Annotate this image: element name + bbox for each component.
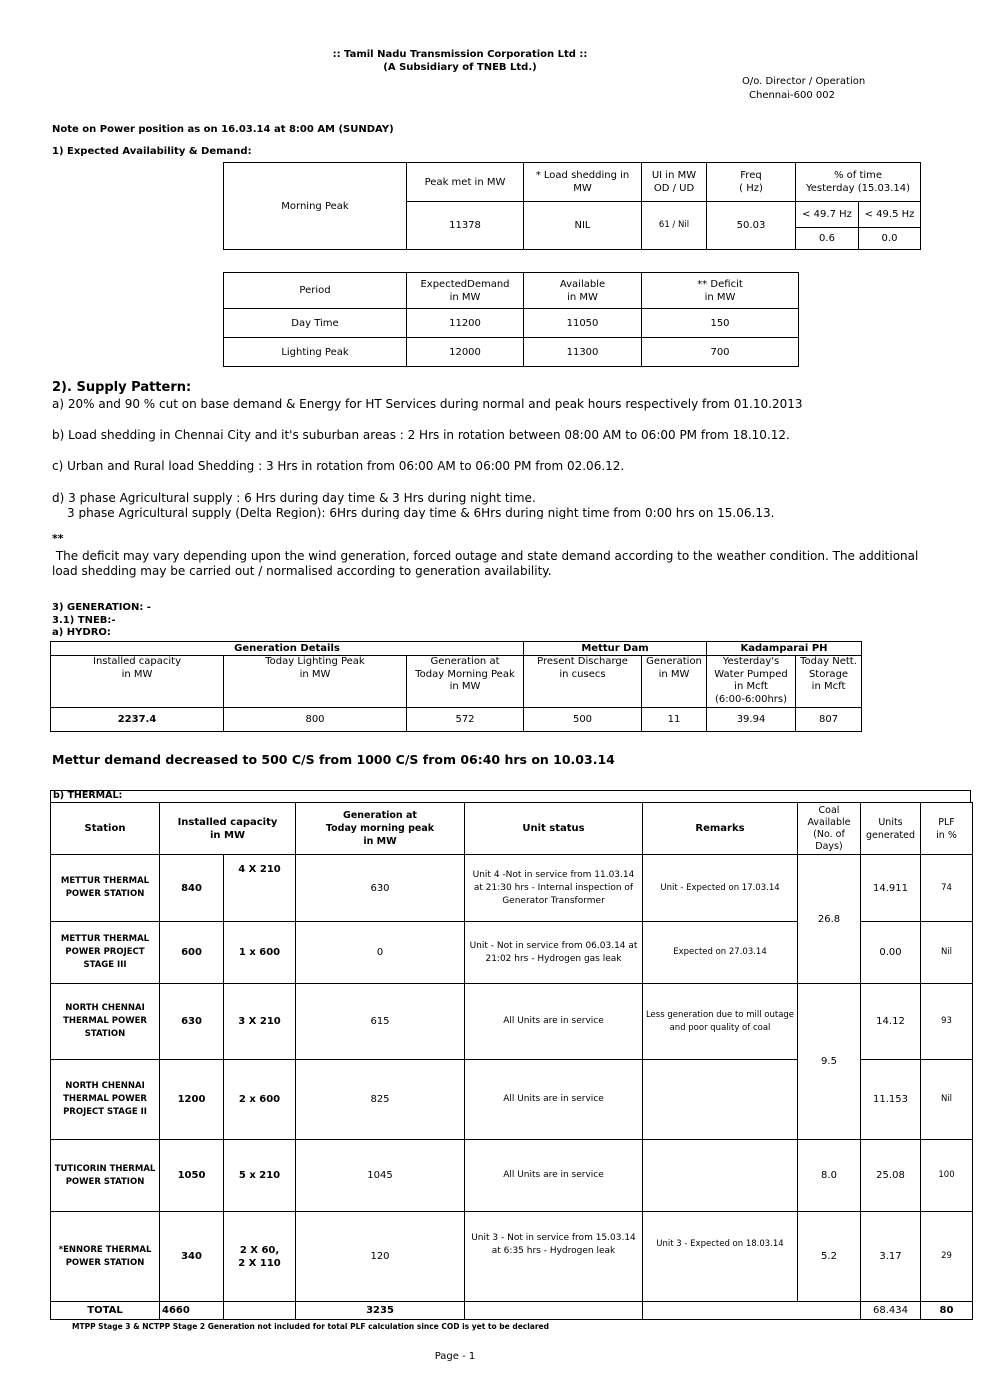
remarks-cell: Unit - Expected on 17.03.14 bbox=[643, 855, 798, 922]
section1-title: 1) Expected Availability & Demand: bbox=[52, 146, 252, 157]
remarks-header: Remarks bbox=[643, 803, 798, 855]
total-row bbox=[51, 1302, 973, 1320]
office-line1: O/o. Director / Operation bbox=[742, 76, 866, 87]
remarks-cell: Less generation due to mill outage and poor quality of coal bbox=[643, 984, 798, 1060]
deficit-note-1: The deficit may vary depending upon the wind generation, forced outage and state demand according to the weather condition. The additional bbox=[52, 549, 919, 563]
available-cell: 11300 bbox=[524, 338, 642, 367]
capacity-cell: 630 bbox=[160, 984, 224, 1060]
generation-cell: 1045 bbox=[296, 1140, 465, 1212]
supply-title: 2). Supply Pattern: bbox=[52, 380, 192, 395]
unit-config-cell: 3 X 210 bbox=[224, 984, 296, 1060]
generation-cell: 630 bbox=[296, 855, 465, 922]
org-subsidiary: (A Subsidiary of TNEB Ltd.) bbox=[383, 62, 537, 73]
generation-header: Generation in MW bbox=[642, 656, 707, 708]
peak-met-header: Peak met in MW bbox=[407, 163, 524, 202]
load-shedding-header: * Load shedding in MW bbox=[524, 163, 642, 202]
table-row bbox=[51, 855, 973, 922]
coal-header: Coal Available (No. of Days) bbox=[798, 803, 861, 855]
capacity-cell: 1050 bbox=[160, 1140, 224, 1212]
status-cell: Unit 3 - Not in service from 15.03.14 at 6:35 hrs - Hydrogen leak bbox=[465, 1212, 643, 1302]
supply-c: c) Urban and Rural load Shedding : 3 Hrs in rotation from 06:00 AM to 06:00 PM from 02.06.12. bbox=[52, 459, 625, 473]
hydro-title: a) HYDRO: bbox=[52, 627, 111, 638]
coal-cell: 5.2 bbox=[798, 1212, 861, 1302]
expected-cell: 12000 bbox=[407, 338, 524, 367]
status-cell: Unit 4 -Not in service from 11.03.14 at 21:30 hrs - Internal inspection of Generator Transformer bbox=[465, 855, 643, 922]
installed-header: Installed capacity in MW bbox=[51, 656, 224, 708]
lighting-peak-value: 800 bbox=[224, 708, 407, 732]
installed-value: 2237.4 bbox=[51, 708, 224, 732]
unit-config-cell: 1 x 600 bbox=[224, 922, 296, 984]
gen-morning-peak-header: Generation at Today morning peak in MW bbox=[296, 803, 465, 855]
lt497-value: 0.6 bbox=[796, 228, 859, 250]
period-cell: Lighting Peak bbox=[224, 338, 407, 367]
remarks-cell: Unit 3 - Expected on 18.03.14 bbox=[643, 1212, 798, 1302]
total-empty bbox=[643, 1302, 861, 1320]
water-pumped-value: 39.94 bbox=[707, 708, 796, 732]
lt495-header: < 49.5 Hz bbox=[859, 202, 921, 228]
generation-cell: 120 bbox=[296, 1212, 465, 1302]
generation-cell: 0 bbox=[296, 922, 465, 984]
lt495-value: 0.0 bbox=[859, 228, 921, 250]
plf-cell: 100 bbox=[921, 1140, 973, 1212]
tneb-title: 3.1) TNEB:- bbox=[52, 614, 116, 626]
installed-cap-header: Installed capacity in MW bbox=[160, 803, 296, 855]
morning-peak-label: Morning Peak bbox=[224, 163, 407, 250]
station-cell: NORTH CHENNAI THERMAL POWER PROJECT STAGE II bbox=[51, 1060, 160, 1140]
ui-value: 61 / Nil bbox=[642, 202, 707, 250]
lighting-peak-header: Today Lighting Peak in MW bbox=[224, 656, 407, 708]
freq-value: 50.03 bbox=[707, 202, 796, 250]
remarks-cell bbox=[643, 1140, 798, 1212]
coal-cell: 8.0 bbox=[798, 1140, 861, 1212]
water-pumped-header: Yesterday's Water Pumped in Mcft (6:00-6:00hrs) bbox=[707, 656, 796, 708]
table-row bbox=[51, 1140, 973, 1212]
demand-table bbox=[223, 272, 799, 367]
deficit-header: ** Deficit in MW bbox=[642, 273, 799, 309]
station-cell: TUTICORIN THERMAL POWER STATION bbox=[51, 1140, 160, 1212]
peak-table bbox=[223, 162, 921, 250]
kadamparai-header: Kadamparai PH bbox=[707, 642, 862, 656]
office-address bbox=[742, 75, 865, 103]
unit-config-cell: 5 x 210 bbox=[224, 1140, 296, 1212]
units-gen-cell: 14.12 bbox=[861, 984, 921, 1060]
generation-cell: 615 bbox=[296, 984, 465, 1060]
coal-cell: 26.8 bbox=[798, 855, 861, 984]
unit-config-cell: 2 x 600 bbox=[224, 1060, 296, 1140]
unit-config-cell: 4 X 210 bbox=[224, 855, 296, 922]
supply-a: a) 20% and 90 % cut on base demand & Energy for HT Services during normal and peak hours respectively from 01.10.2013 bbox=[52, 397, 803, 411]
table-row bbox=[51, 984, 973, 1060]
supply-d1: d) 3 phase Agricultural supply : 6 Hrs during day time & 3 Hrs during night time. bbox=[52, 491, 536, 505]
storage-value: 807 bbox=[796, 708, 862, 732]
discharge-value: 500 bbox=[524, 708, 642, 732]
total-plf: 80 bbox=[921, 1302, 973, 1320]
station-header: Station bbox=[51, 803, 160, 855]
station-cell: METTUR THERMAL POWER PROJECT STAGE III bbox=[51, 922, 160, 984]
note-title: Note on Power position as on 16.03.14 at 8:00 AM (SUNDAY) bbox=[52, 124, 394, 135]
remarks-cell: Expected on 27.03.14 bbox=[643, 922, 798, 984]
units-gen-cell: 11.153 bbox=[861, 1060, 921, 1140]
period-header: Period bbox=[224, 273, 407, 309]
units-gen-cell: 25.08 bbox=[861, 1140, 921, 1212]
load-shedding-value: NIL bbox=[524, 202, 642, 250]
generation-title: 3) GENERATION: - bbox=[52, 602, 151, 613]
lt497-header: < 49.7 Hz bbox=[796, 202, 859, 228]
station-cell: METTUR THERMAL POWER STATION bbox=[51, 855, 160, 922]
coal-cell: 9.5 bbox=[798, 984, 861, 1140]
thermal-title: b) THERMAL: bbox=[53, 790, 123, 801]
units-gen-cell: 14.911 bbox=[861, 855, 921, 922]
hydro-table bbox=[50, 641, 862, 732]
total-empty bbox=[465, 1302, 643, 1320]
status-cell: All Units are in service bbox=[465, 1140, 643, 1212]
station-cell: NORTH CHENNAI THERMAL POWER STATION bbox=[51, 984, 160, 1060]
page-number: Page - 1 bbox=[434, 1351, 476, 1362]
deficit-cell: 700 bbox=[642, 338, 799, 367]
gen-morning-value: 572 bbox=[407, 708, 524, 732]
thermal-title-bar bbox=[50, 790, 971, 802]
total-units: 68.434 bbox=[861, 1302, 921, 1320]
expected-header: ExpectedDemand in MW bbox=[407, 273, 524, 309]
units-gen-cell: 3.17 bbox=[861, 1212, 921, 1302]
capacity-cell: 340 bbox=[160, 1212, 224, 1302]
generation-cell: 825 bbox=[296, 1060, 465, 1140]
remarks-cell bbox=[643, 1060, 798, 1140]
total-capacity: 4660 bbox=[160, 1302, 224, 1320]
org-title bbox=[300, 48, 620, 74]
org-name: :: Tamil Nadu Transmission Corporation Ltd :: bbox=[332, 49, 588, 60]
freq-header: Freq ( Hz) bbox=[707, 163, 796, 202]
total-empty bbox=[224, 1302, 296, 1320]
available-cell: 11050 bbox=[524, 309, 642, 338]
table-row bbox=[224, 338, 799, 367]
supply-d2: 3 phase Agricultural supply (Delta Region): 6Hrs during day time & 6Hrs during night time from 0:00 hrs on 15.06.13. bbox=[67, 506, 775, 519]
unit-config-cell: 2 X 60, 2 X 110 bbox=[224, 1212, 296, 1302]
available-header: Available in MW bbox=[524, 273, 642, 309]
mettur-note: Mettur demand decreased to 500 C/S from 1000 C/S from 06:40 hrs on 10.03.14 bbox=[52, 752, 615, 767]
total-generation: 3235 bbox=[296, 1302, 465, 1320]
storage-header: Today Nett. Storage in Mcft bbox=[796, 656, 862, 708]
total-label: TOTAL bbox=[51, 1302, 160, 1320]
plf-cell: Nil bbox=[921, 1060, 973, 1140]
discharge-header: Present Discharge in cusecs bbox=[524, 656, 642, 708]
deficit-cell: 150 bbox=[642, 309, 799, 338]
mettur-dam-header: Mettur Dam bbox=[524, 642, 707, 656]
gen-details-header: Generation Details bbox=[51, 642, 524, 656]
office-line2: Chennai-600 002 bbox=[749, 90, 836, 101]
generation-value: 11 bbox=[642, 708, 707, 732]
thermal-footnote: MTPP Stage 3 & NCTPP Stage 2 Generation not included for total PLF calculation since COD is yet to be declared bbox=[72, 1322, 550, 1331]
supply-b: b) Load shedding in Chennai City and it's suburban areas : 2 Hrs in rotation between 08:00 AM to 06:00 PM from 18.10.12. bbox=[52, 428, 790, 442]
deficit-stars: ** bbox=[52, 532, 64, 545]
plf-cell: Nil bbox=[921, 922, 973, 984]
table-row bbox=[51, 1212, 973, 1302]
expected-cell: 11200 bbox=[407, 309, 524, 338]
table-row bbox=[51, 708, 862, 732]
plf-cell: 93 bbox=[921, 984, 973, 1060]
plf-cell: 74 bbox=[921, 855, 973, 922]
plf-header: PLF in % bbox=[921, 803, 973, 855]
plf-cell: 29 bbox=[921, 1212, 973, 1302]
ui-header: UI in MW OD / UD bbox=[642, 163, 707, 202]
units-gen-header: Units generated bbox=[861, 803, 921, 855]
status-cell: All Units are in service bbox=[465, 1060, 643, 1140]
period-cell: Day Time bbox=[224, 309, 407, 338]
peak-met-value: 11378 bbox=[407, 202, 524, 250]
generation-heading bbox=[52, 602, 151, 640]
gen-morning-header: Generation at Today Morning Peak in MW bbox=[407, 656, 524, 708]
status-cell: All Units are in service bbox=[465, 984, 643, 1060]
table-row bbox=[224, 309, 799, 338]
capacity-cell: 1200 bbox=[160, 1060, 224, 1140]
status-cell: Unit - Not in service from 06.03.14 at 21:02 hrs - Hydrogen gas leak bbox=[465, 922, 643, 984]
capacity-cell: 600 bbox=[160, 922, 224, 984]
pct-time-header: % of time Yesterday (15.03.14) bbox=[796, 163, 921, 202]
deficit-note-2: load shedding may be carried out / normalised according to generation availability. bbox=[52, 564, 552, 578]
units-gen-cell: 0.00 bbox=[861, 922, 921, 984]
thermal-table bbox=[50, 802, 973, 1320]
station-cell: *ENNORE THERMAL POWER STATION bbox=[51, 1212, 160, 1302]
unit-status-header: Unit status bbox=[465, 803, 643, 855]
capacity-cell: 840 bbox=[160, 855, 224, 922]
